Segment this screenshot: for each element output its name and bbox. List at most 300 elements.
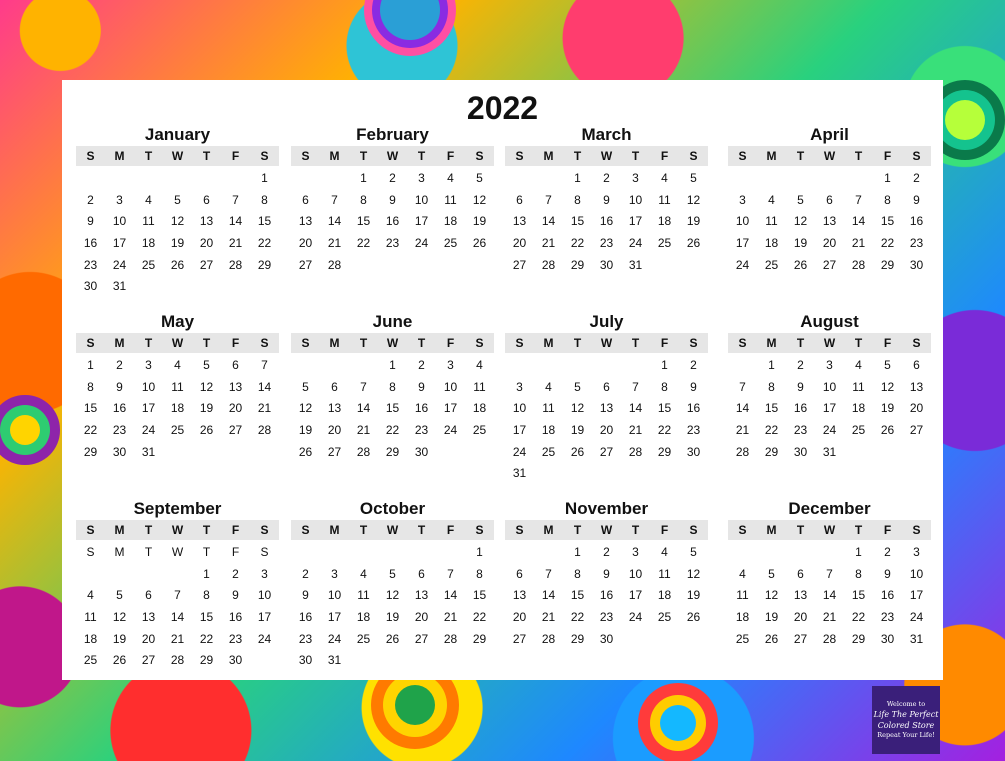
weekday-header: [505, 146, 708, 166]
day-cell: 30: [599, 257, 614, 272]
weekday-label: S: [475, 149, 484, 163]
weekday-label: T: [202, 149, 211, 163]
day-cell: 22: [257, 236, 272, 251]
weekday-label: W: [600, 523, 613, 537]
weekday-label: F: [231, 149, 240, 163]
day-cell: 8: [661, 379, 668, 394]
day-cell: 24: [141, 423, 156, 438]
day-cell: 13: [414, 588, 429, 603]
week-row: [291, 255, 494, 277]
day-cell: 27: [414, 631, 429, 646]
logo-line: Life The Perfect: [873, 709, 939, 719]
day-cell: 17: [443, 401, 458, 416]
day-cell: 31: [327, 653, 342, 668]
week-row: [76, 607, 279, 629]
day-cell: 19: [298, 423, 313, 438]
day-cell: [378, 650, 407, 672]
day-cell: 21: [735, 423, 750, 438]
week-row: [291, 542, 494, 564]
day-cell: 14: [628, 401, 643, 416]
day-cell: S: [260, 545, 269, 559]
weekday-header: [505, 333, 708, 353]
day-cell: [192, 168, 221, 190]
day-cell: 5: [174, 192, 181, 207]
day-cell: 4: [545, 379, 552, 394]
day-cell: [621, 463, 650, 485]
week-row: [728, 233, 931, 255]
day-cell: 4: [855, 358, 862, 372]
day-cell: 19: [793, 236, 808, 251]
month-name: November: [564, 499, 649, 518]
day-cell: 22: [851, 610, 866, 625]
day-cell: 14: [257, 379, 272, 394]
weekday-label: T: [202, 336, 211, 350]
weekday-label: S: [912, 149, 921, 163]
day-cell: 29: [472, 631, 487, 646]
day-cell: 20: [298, 236, 313, 251]
week-row: [76, 442, 279, 464]
weekday-label: W: [171, 336, 184, 350]
day-cell: 3: [632, 171, 639, 185]
day-cell: 15: [199, 610, 214, 625]
weekday-label: T: [796, 336, 805, 350]
day-cell: 14: [228, 214, 243, 229]
weekday-label: M: [329, 523, 340, 537]
day-cell: 30: [686, 444, 701, 459]
day-cell: 13: [909, 379, 924, 394]
day-cell: [192, 276, 221, 298]
day-cell: 7: [261, 358, 268, 372]
day-cell: [844, 442, 873, 464]
day-cell: 17: [112, 236, 127, 251]
day-cell: 9: [603, 192, 610, 207]
month-name: February: [356, 125, 429, 144]
month-june: [291, 311, 494, 463]
day-cell: [134, 564, 163, 586]
month-november: [505, 498, 708, 650]
day-cell: 13: [793, 588, 808, 603]
day-cell: 2: [302, 566, 309, 581]
day-cell: 5: [116, 588, 123, 603]
day-cell: [407, 650, 436, 672]
day-cell: [650, 463, 679, 485]
weekday-label: M: [543, 336, 554, 350]
day-cell: 29: [570, 631, 585, 646]
year-title: 2022: [466, 90, 539, 126]
month-name: May: [160, 312, 195, 331]
day-cell: 27: [141, 653, 156, 668]
day-cell: 12: [686, 192, 701, 207]
weekday-label: T: [796, 523, 805, 537]
day-cell: 6: [826, 192, 833, 207]
day-cell: 17: [628, 588, 643, 603]
day-cell: 25: [170, 423, 185, 438]
day-cell: [163, 442, 192, 464]
day-cell: 24: [257, 631, 272, 646]
day-cell: 2: [418, 358, 425, 372]
weekday-label: T: [631, 523, 640, 537]
week-row: [291, 398, 494, 420]
day-cell: 8: [574, 192, 581, 207]
day-cell: 1: [768, 358, 775, 372]
day-cell: [465, 255, 494, 277]
day-cell: 11: [473, 379, 486, 394]
week-row: [291, 190, 494, 212]
week-row: [728, 211, 931, 233]
week-row: [76, 168, 279, 190]
day-cell: 21: [257, 401, 272, 416]
week-row: [291, 233, 494, 255]
weekday-header: [76, 520, 279, 540]
day-cell: 17: [628, 214, 643, 229]
day-cell: [76, 168, 105, 190]
day-cell: 8: [360, 192, 367, 207]
weekday-label: S: [689, 523, 698, 537]
day-grid: [291, 168, 494, 276]
day-cell: 22: [764, 423, 779, 438]
day-cell: 4: [739, 566, 746, 581]
day-cell: T: [144, 545, 153, 559]
day-cell: 14: [541, 588, 556, 603]
day-cell: 23: [793, 423, 808, 438]
day-cell: [902, 442, 931, 464]
day-cell: 7: [855, 192, 862, 207]
day-cell: 16: [909, 214, 924, 229]
day-cell: 23: [298, 631, 313, 646]
day-cell: 7: [545, 192, 552, 207]
day-cell: 2: [797, 358, 804, 372]
weekday-label: T: [631, 336, 640, 350]
day-grid: [505, 542, 708, 650]
day-cell: 26: [170, 257, 185, 272]
day-cell: 15: [472, 588, 487, 603]
day-cell: 26: [199, 423, 214, 438]
weekday-label: T: [573, 523, 582, 537]
day-cell: 28: [822, 631, 837, 646]
day-cell: 27: [228, 423, 243, 438]
day-cell: 22: [880, 236, 895, 251]
day-cell: 5: [389, 566, 396, 581]
day-grid: [291, 542, 494, 672]
day-cell: 16: [414, 401, 429, 416]
month-october: [291, 498, 494, 672]
day-cell: 23: [599, 610, 614, 625]
day-cell: [505, 168, 534, 190]
day-cell: 9: [389, 192, 396, 207]
day-cell: 12: [112, 610, 127, 625]
day-cell: 21: [851, 236, 866, 251]
weekday-label: T: [417, 149, 426, 163]
flower-decoration: [395, 685, 435, 725]
day-cell: 15: [764, 401, 779, 416]
weekday-label: S: [515, 523, 524, 537]
day-cell: [436, 442, 465, 464]
day-cell: [563, 463, 592, 485]
flower-decoration: [660, 705, 696, 741]
day-cell: 16: [385, 214, 400, 229]
day-cell: 9: [797, 379, 804, 394]
day-cell: 4: [768, 192, 775, 207]
day-cell: 13: [298, 214, 313, 229]
weekday-label: M: [766, 523, 777, 537]
day-cell: [436, 650, 465, 672]
week-row: [291, 564, 494, 586]
day-cell: 4: [145, 192, 152, 207]
day-cell: [221, 276, 250, 298]
day-cell: 13: [512, 214, 527, 229]
day-cell: [786, 168, 815, 190]
day-cell: [815, 168, 844, 190]
day-cell: 26: [570, 444, 585, 459]
day-cell: 16: [83, 236, 98, 251]
day-cell: [105, 564, 134, 586]
day-cell: 23: [686, 423, 701, 438]
day-cell: 10: [327, 588, 342, 603]
day-cell: 26: [298, 444, 313, 459]
day-cell: 28: [327, 257, 342, 272]
day-cell: 16: [880, 588, 895, 603]
week-row: [505, 420, 708, 442]
day-cell: W: [171, 545, 184, 559]
weekday-label: T: [359, 523, 368, 537]
day-cell: 12: [298, 401, 313, 416]
day-cell: 29: [385, 444, 400, 459]
day-cell: 14: [356, 401, 371, 416]
day-cell: 11: [171, 379, 184, 394]
day-cell: 1: [203, 566, 210, 581]
weekday-label: S: [301, 336, 310, 350]
day-cell: [757, 542, 786, 564]
weekday-label: M: [766, 336, 777, 350]
week-row: [728, 607, 931, 629]
day-cell: 23: [385, 236, 400, 251]
week-row: [76, 564, 279, 586]
week-row: [76, 276, 279, 298]
month-march: [505, 124, 708, 276]
day-cell: 20: [327, 423, 342, 438]
weekday-label: S: [475, 523, 484, 537]
day-cell: 25: [735, 631, 750, 646]
weekday-label: S: [738, 523, 747, 537]
day-cell: 29: [83, 444, 98, 459]
weekday-label: W: [600, 336, 613, 350]
day-cell: 30: [112, 444, 127, 459]
day-cell: 16: [599, 214, 614, 229]
day-grid: [505, 355, 708, 485]
weekday-label: S: [689, 336, 698, 350]
day-cell: 25: [851, 423, 866, 438]
day-cell: 4: [447, 171, 454, 185]
day-cell: 16: [228, 610, 243, 625]
day-cell: 25: [83, 653, 98, 668]
day-cell: 15: [83, 401, 98, 416]
day-cell: 20: [512, 236, 527, 251]
flower-decoration: [380, 0, 440, 40]
day-cell: 18: [141, 236, 156, 251]
day-cell: 4: [661, 545, 668, 559]
day-cell: 10: [414, 192, 429, 207]
day-cell: 18: [83, 631, 98, 646]
week-row: [76, 233, 279, 255]
day-cell: 18: [356, 610, 371, 625]
day-cell: 12: [570, 401, 585, 416]
month-name: October: [359, 499, 426, 518]
day-cell: 24: [628, 236, 643, 251]
day-cell: [650, 629, 679, 651]
day-cell: 3: [331, 566, 338, 581]
day-cell: 20: [599, 423, 614, 438]
weekday-label: M: [329, 336, 340, 350]
day-cell: 8: [261, 192, 268, 207]
day-cell: 4: [87, 588, 94, 603]
week-row: [291, 355, 494, 377]
weekday-label: M: [543, 149, 554, 163]
day-cell: 13: [199, 214, 214, 229]
day-cell: 4: [174, 358, 181, 372]
day-cell: 7: [331, 192, 338, 207]
day-cell: 26: [686, 236, 701, 251]
day-cell: 28: [628, 444, 643, 459]
week-row: [291, 442, 494, 464]
day-cell: 17: [414, 214, 429, 229]
week-row: [728, 255, 931, 277]
day-cell: 16: [793, 401, 808, 416]
day-cell: 10: [735, 214, 750, 229]
day-cell: 28: [443, 631, 458, 646]
day-cell: 20: [909, 401, 924, 416]
month-name: July: [589, 312, 624, 331]
day-cell: 5: [476, 171, 483, 185]
day-cell: [163, 168, 192, 190]
weekday-label: S: [86, 523, 95, 537]
day-cell: 24: [112, 257, 127, 272]
week-row: [505, 463, 708, 485]
day-cell: 19: [686, 588, 701, 603]
weekday-label: F: [446, 149, 455, 163]
flower-decoration: [10, 415, 40, 445]
day-cell: 30: [298, 653, 313, 668]
day-cell: S: [86, 545, 95, 559]
day-cell: 26: [112, 653, 127, 668]
day-cell: 10: [909, 566, 924, 581]
day-grid: [728, 542, 931, 650]
month-name: March: [581, 125, 632, 144]
week-row: [76, 255, 279, 277]
day-cell: 27: [822, 257, 837, 272]
day-cell: 11: [658, 566, 671, 581]
weekday-label: F: [883, 523, 892, 537]
day-cell: 23: [414, 423, 429, 438]
week-row: [76, 398, 279, 420]
weekday-label: S: [738, 149, 747, 163]
day-cell: 3: [145, 358, 152, 372]
day-cell: 8: [476, 566, 483, 581]
day-cell: 17: [257, 610, 272, 625]
month-name: August: [800, 312, 859, 331]
day-cell: [465, 442, 494, 464]
day-cell: 11: [736, 588, 749, 603]
weekday-label: F: [660, 523, 669, 537]
weekday-label: S: [515, 149, 524, 163]
weekday-label: M: [114, 523, 125, 537]
day-cell: [407, 255, 436, 277]
day-cell: [844, 168, 873, 190]
day-cell: 3: [447, 358, 454, 372]
day-cell: 13: [327, 401, 342, 416]
day-cell: 26: [793, 257, 808, 272]
day-cell: 7: [447, 566, 454, 581]
weekday-label: T: [854, 523, 863, 537]
day-cell: 26: [764, 631, 779, 646]
weekday-label: F: [231, 523, 240, 537]
day-cell: 28: [257, 423, 272, 438]
day-cell: [436, 255, 465, 277]
day-cell: 30: [880, 631, 895, 646]
day-cell: 11: [765, 214, 778, 229]
day-cell: [250, 442, 279, 464]
month-name: January: [144, 125, 211, 144]
day-cell: 30: [414, 444, 429, 459]
day-cell: 15: [385, 401, 400, 416]
week-row: [728, 398, 931, 420]
weekday-header: [505, 520, 708, 540]
day-cell: 29: [257, 257, 272, 272]
day-cell: 7: [739, 379, 746, 394]
day-cell: 20: [822, 236, 837, 251]
day-cell: 29: [199, 653, 214, 668]
day-cell: 2: [884, 545, 891, 559]
day-cell: 30: [228, 653, 243, 668]
month-february: [291, 124, 494, 276]
week-row: [728, 377, 931, 399]
day-cell: 31: [822, 444, 837, 459]
day-cell: 6: [203, 192, 210, 207]
weekday-label: F: [446, 523, 455, 537]
weekday-label: F: [660, 336, 669, 350]
day-cell: 22: [83, 423, 98, 438]
day-cell: 15: [356, 214, 371, 229]
day-cell: 11: [357, 588, 370, 603]
weekday-label: S: [912, 336, 921, 350]
day-cell: 5: [884, 358, 891, 372]
day-cell: [291, 355, 320, 377]
week-row: [728, 355, 931, 377]
weekday-label: T: [417, 523, 426, 537]
day-cell: 9: [232, 588, 239, 603]
day-cell: 28: [356, 444, 371, 459]
day-cell: 29: [570, 257, 585, 272]
day-cell: 13: [141, 610, 156, 625]
weekday-label: F: [231, 336, 240, 350]
day-cell: 27: [793, 631, 808, 646]
day-cell: 11: [84, 610, 97, 625]
day-cell: 17: [327, 610, 342, 625]
weekday-label: M: [114, 149, 125, 163]
weekday-label: T: [854, 336, 863, 350]
day-cell: 10: [141, 379, 156, 394]
week-row: [76, 377, 279, 399]
day-cell: 22: [657, 423, 672, 438]
day-cell: 2: [87, 192, 94, 207]
day-cell: 9: [87, 214, 94, 229]
week-row: [505, 190, 708, 212]
day-cell: 25: [356, 631, 371, 646]
day-cell: 10: [822, 379, 837, 394]
day-cell: 3: [632, 545, 639, 559]
day-cell: 25: [657, 610, 672, 625]
day-cell: [679, 629, 708, 651]
day-cell: 13: [822, 214, 837, 229]
